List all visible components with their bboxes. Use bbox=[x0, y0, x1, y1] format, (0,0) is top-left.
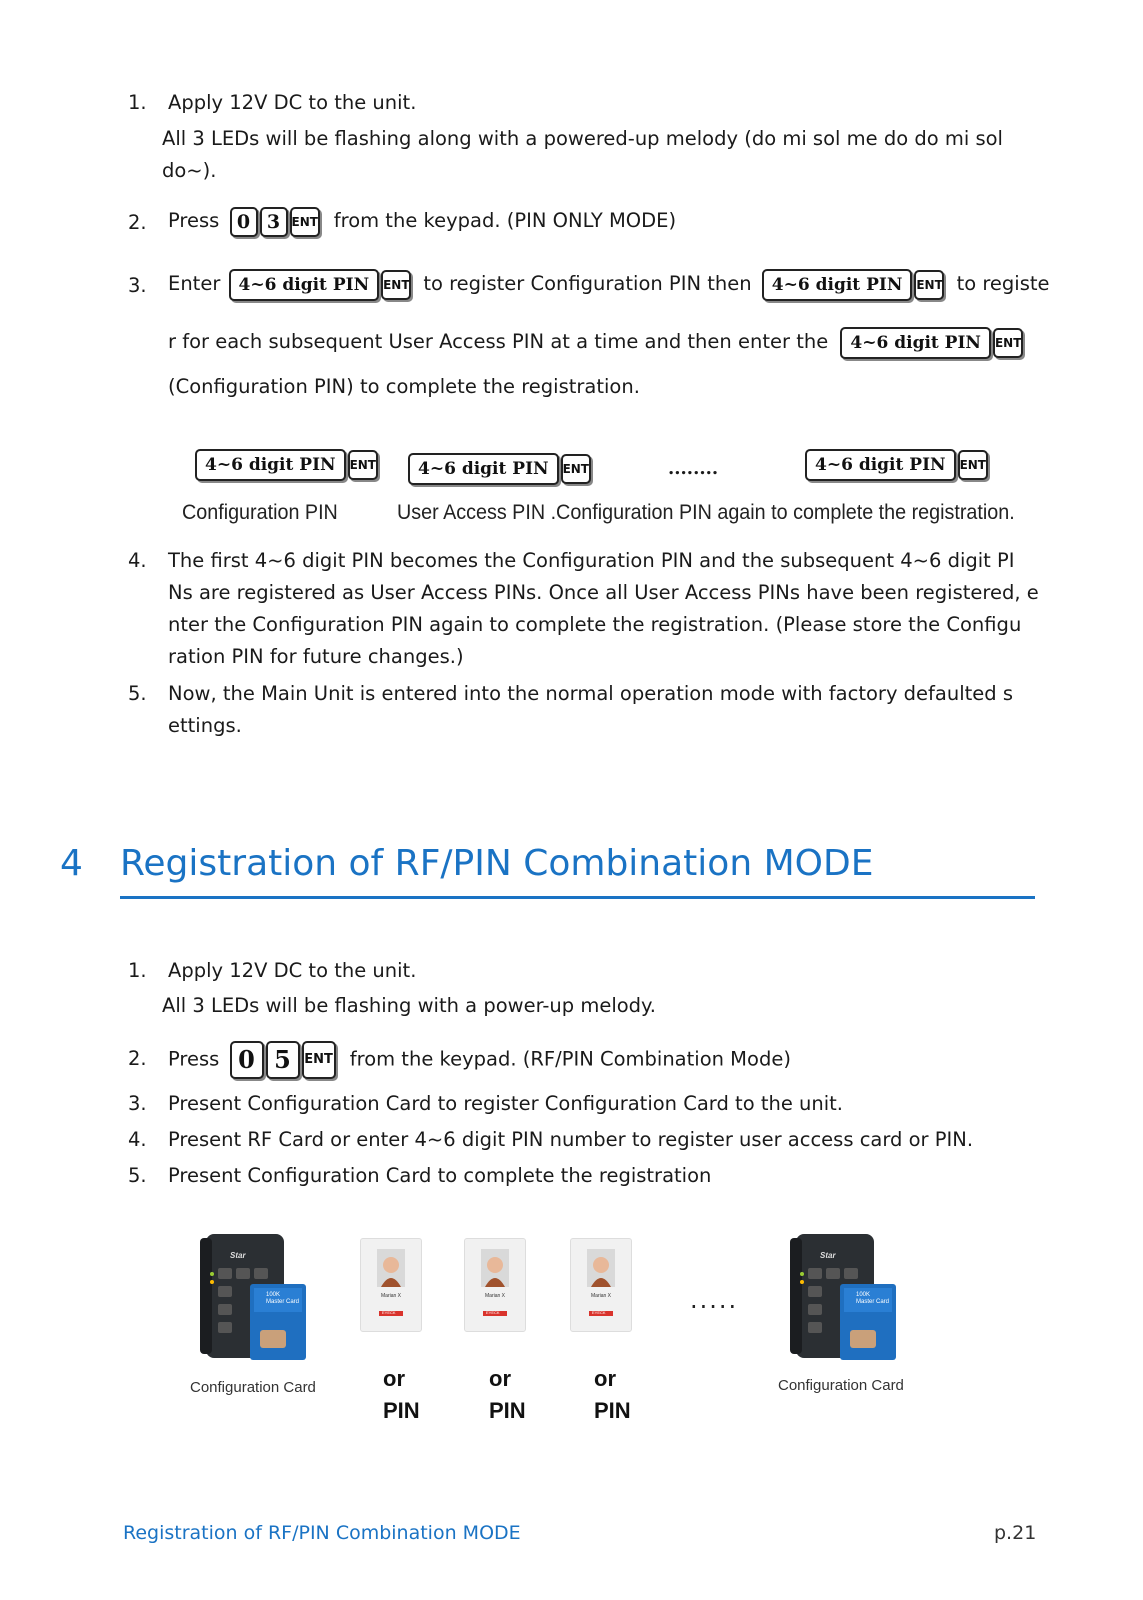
step-text bbox=[168, 326, 1023, 359]
key-3: 3 bbox=[260, 207, 288, 237]
key-ent: ENT bbox=[290, 207, 320, 237]
step-label: to register Configuration PIN then bbox=[423, 272, 752, 295]
footer-title: Registration of RF/PIN Combination MODE bbox=[123, 1522, 521, 1544]
step-number: 2. bbox=[128, 1047, 147, 1070]
photo-name-label: Marian X bbox=[591, 1293, 612, 1299]
card-reader-image bbox=[790, 1234, 902, 1367]
or-label: or bbox=[489, 1366, 511, 1391]
card-brand-label: EYECK bbox=[860, 1361, 881, 1367]
continuation-dots: ..... bbox=[690, 1286, 739, 1314]
reader-brand-label: Star bbox=[820, 1251, 836, 1260]
step-text: ettings. bbox=[168, 714, 242, 737]
step-label: Press bbox=[168, 209, 220, 232]
step-text: (Configuration PIN) to complete the registration. bbox=[168, 375, 640, 398]
step-label: from the keypad. (RF/PIN Combination Mode) bbox=[349, 1047, 791, 1071]
step-text: All 3 LEDs will be flashing along with a powered-up melody (do mi sol me do do mi sol bbox=[162, 127, 1003, 150]
registration-figure bbox=[0, 1230, 1143, 1430]
pin-key: 4~6 digit PIN bbox=[195, 449, 346, 481]
pin-entry-key bbox=[805, 449, 988, 481]
person-photo-icon bbox=[361, 1239, 421, 1331]
step-number: 5. bbox=[128, 1164, 147, 1187]
pin-key: 4~6 digit PIN bbox=[762, 269, 913, 301]
or-label: or bbox=[383, 1366, 405, 1391]
step-text: Present Configuration Card to register Configuration Card to the unit. bbox=[168, 1092, 844, 1115]
pin-label: PIN bbox=[383, 1398, 420, 1423]
section-title: Registration of RF/PIN Combination MODE bbox=[120, 843, 874, 884]
step-number: 1. bbox=[128, 959, 147, 982]
card-brand-label: EYECK bbox=[270, 1361, 291, 1367]
pin-label: PIN bbox=[594, 1398, 631, 1423]
key-5: 5 bbox=[266, 1041, 300, 1079]
step-number: 2. bbox=[128, 211, 147, 234]
keypad-sequence bbox=[230, 1041, 336, 1079]
step-text: The first 4~6 digit PIN becomes the Configuration PIN and the subsequent 4~6 digit PI bbox=[168, 549, 1015, 572]
heading-underline bbox=[120, 896, 1035, 899]
key-ent: ENT bbox=[993, 328, 1023, 358]
photo-brand-label: EYECK bbox=[382, 1310, 396, 1315]
person-photo-icon bbox=[465, 1239, 525, 1331]
pin-key: 4~6 digit PIN bbox=[229, 269, 380, 301]
user-card-image bbox=[464, 1238, 526, 1332]
photo-name-label: Marian X bbox=[485, 1293, 506, 1299]
step-number: 3. bbox=[128, 1092, 147, 1115]
step-text bbox=[168, 268, 1050, 301]
photo-brand-label: EYECK bbox=[486, 1310, 500, 1315]
pin-diagram bbox=[182, 449, 1065, 539]
key-ent: ENT bbox=[381, 270, 411, 300]
step-label: r for each subsequent User Access PIN at a time and then enter the bbox=[168, 330, 829, 353]
step-text bbox=[168, 1041, 791, 1079]
pin-entry-key bbox=[840, 327, 1023, 359]
step-number: 4. bbox=[128, 549, 147, 572]
section-heading bbox=[60, 842, 873, 886]
key-ent: ENT bbox=[561, 454, 591, 484]
continuation-dots: ........ bbox=[668, 458, 719, 479]
step-label: from the keypad. (PIN ONLY MODE) bbox=[333, 209, 677, 232]
step-text bbox=[168, 205, 676, 237]
step-label: to registe bbox=[956, 272, 1050, 295]
section-number: 4 bbox=[60, 843, 83, 884]
key-ent: ENT bbox=[348, 450, 378, 480]
page-number: p.21 bbox=[994, 1522, 1037, 1544]
pin-entry-key bbox=[195, 449, 378, 481]
step-text: Ns are registered as User Access PINs. Once all User Access PINs have been registered, e bbox=[168, 581, 1039, 604]
key-ent: ENT bbox=[958, 450, 988, 480]
caption-user-access-pin: User Access PIN .Configuration PIN again to complete the registration. bbox=[397, 501, 1015, 524]
photo-name-label: Marian X bbox=[381, 1293, 402, 1299]
key-0: 0 bbox=[230, 207, 258, 237]
reader-brand-label: Star bbox=[230, 1251, 246, 1260]
step-number: 5. bbox=[128, 682, 147, 705]
caption-configuration-card-left: Configuration Card bbox=[190, 1379, 316, 1396]
person-photo-icon bbox=[571, 1239, 631, 1331]
step-text: nter the Configuration PIN again to complete the registration. (Please store the Configu bbox=[168, 613, 1022, 636]
step-text: Present RF Card or enter 4~6 digit PIN number to register user access card or PIN. bbox=[168, 1128, 974, 1151]
user-card-image bbox=[570, 1238, 632, 1332]
key-ent: ENT bbox=[302, 1041, 336, 1079]
card-title-label: 100K Master Card bbox=[856, 1292, 890, 1305]
step-number: 1. bbox=[128, 91, 147, 114]
caption-configuration-pin: Configuration PIN bbox=[182, 501, 338, 524]
or-label: or bbox=[594, 1366, 616, 1391]
step-number: 4. bbox=[128, 1128, 147, 1151]
pin-key: 4~6 digit PIN bbox=[805, 449, 956, 481]
step-text: ration PIN for future changes.) bbox=[168, 645, 464, 668]
step-text: Apply 12V DC to the unit. bbox=[168, 91, 417, 114]
caption-configuration-card-right: Configuration Card bbox=[778, 1377, 904, 1394]
pin-label: PIN bbox=[489, 1398, 526, 1423]
card-title-label: 100K Master Card bbox=[266, 1292, 300, 1305]
step-text: do~). bbox=[162, 159, 217, 182]
pin-key: 4~6 digit PIN bbox=[408, 453, 559, 485]
pin-key: 4~6 digit PIN bbox=[840, 327, 991, 359]
step-number: 3. bbox=[128, 274, 147, 297]
key-ent: ENT bbox=[914, 270, 944, 300]
pin-entry-key bbox=[408, 453, 591, 485]
step-label: Enter bbox=[168, 272, 221, 295]
user-card-image bbox=[360, 1238, 422, 1332]
key-0: 0 bbox=[230, 1041, 264, 1079]
photo-brand-label: EYECK bbox=[592, 1310, 606, 1315]
pin-entry-key bbox=[229, 269, 412, 301]
step-label: Press bbox=[168, 1047, 220, 1071]
step-text: Present Configuration Card to complete the registration bbox=[168, 1164, 712, 1187]
pin-entry-key bbox=[762, 269, 945, 301]
card-reader-image bbox=[200, 1234, 312, 1367]
keypad-sequence bbox=[230, 207, 320, 237]
step-text: Apply 12V DC to the unit. bbox=[168, 959, 417, 982]
step-text: All 3 LEDs will be flashing with a power-up melody. bbox=[162, 994, 657, 1017]
step-text: Now, the Main Unit is entered into the normal operation mode with factory defaulted s bbox=[168, 682, 1014, 705]
